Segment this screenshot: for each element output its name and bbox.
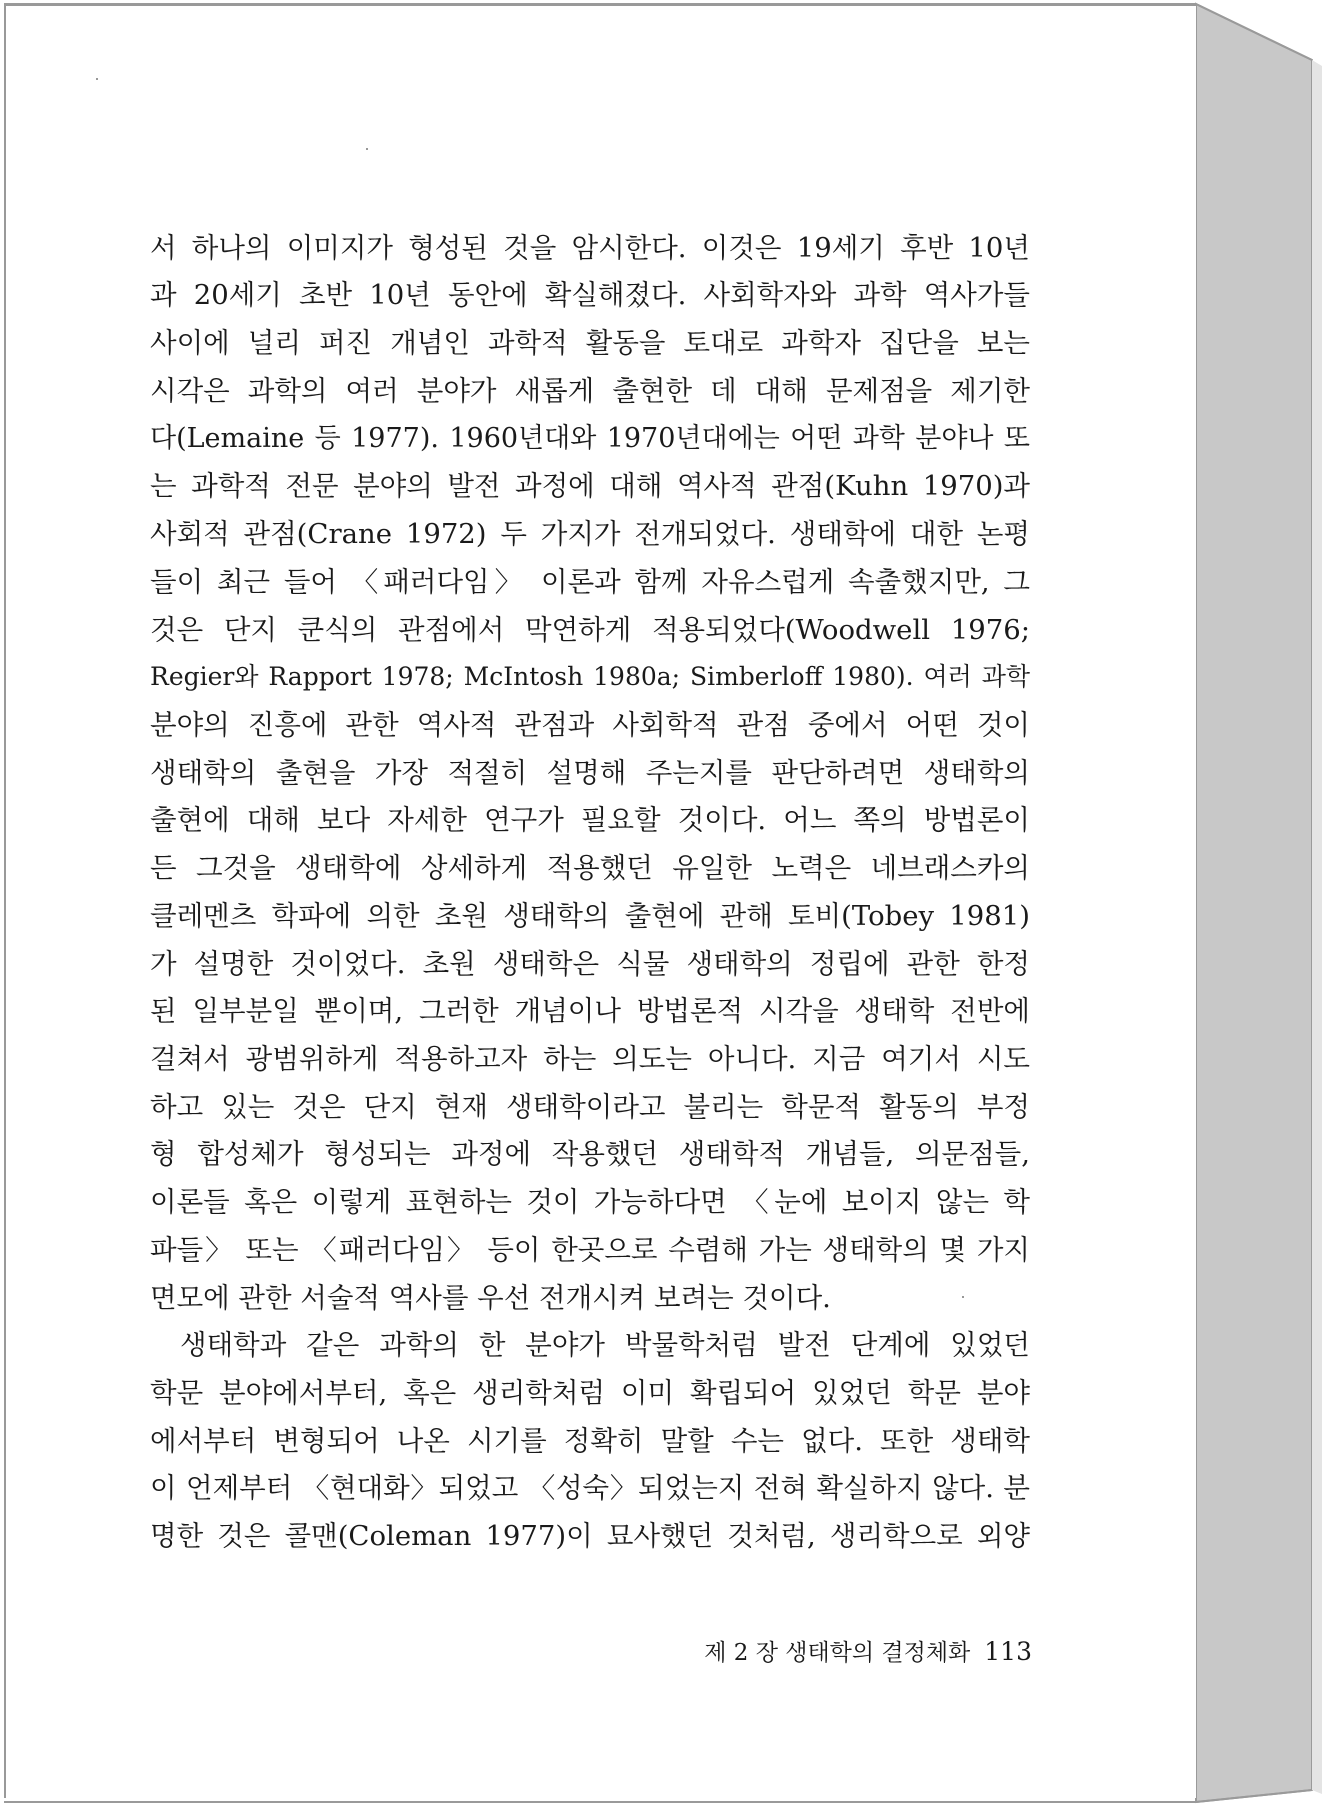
text-line: 서 하나의 이미지가 형성된 것을 암시한다. 이것은 19세기 후반 10년 <box>150 232 1030 264</box>
paper-speck <box>96 78 98 80</box>
text-line: 생태학의 출현을 가장 적절히 설명해 주는지를 판단하려면 생태학의 <box>150 757 1030 789</box>
text-line: 는 과학적 전문 분야의 발전 과정에 대해 역사적 관점(Kuhn 1970)과 <box>150 470 1030 502</box>
text-line: 다(Lemaine 등 1977). 1960년대와 1970년대에는 어떤 과학 분야나 또 <box>150 423 1030 454</box>
text-line: 된 일부분일 뿐이며, 그러한 개념이나 방법론적 시각을 생태학 전반에 <box>150 995 1030 1027</box>
text-line: 형 합성체가 형성되는 과정에 작용했던 생태학적 개념들, 의문점들, <box>150 1138 1030 1170</box>
text-line: 이론들 혹은 이렇게 표현하는 것이 가능하다면 〈눈에 보이지 않는 학 <box>150 1186 1030 1218</box>
text-line: 분야의 진흥에 관한 역사적 관점과 사회학적 관점 중에서 어떤 것이 <box>150 709 1030 741</box>
book-side-edge <box>1196 4 1312 1802</box>
text-line: 파들〉 또는 〈패러다임〉 등이 한곳으로 수렴해 가는 생태학의 몇 가지 <box>150 1234 1030 1266</box>
text-line: 걸쳐서 광범위하게 적용하고자 하는 의도는 아니다. 지금 여기서 시도 <box>150 1043 1030 1075</box>
text-line: 시각은 과학의 여러 분야가 새롭게 출현한 데 대해 문제점을 제기한 <box>150 375 1030 407</box>
text-line: 사회적 관점(Crane 1972) 두 가지가 전개되었다. 생태학에 대한 논평 <box>150 518 1030 550</box>
text-line: 클레멘츠 학파에 의한 초원 생태학의 출현에 관해 토비(Tobey 1981) <box>150 900 1030 932</box>
text-line: 가 설명한 것이었다. 초원 생태학은 식물 생태학의 정립에 관한 한정 <box>150 948 1030 980</box>
text-line: 사이에 널리 퍼진 개념인 과학적 활동을 토대로 과학자 집단을 보는 <box>150 327 1030 359</box>
text-line: 출현에 대해 보다 자세한 연구가 필요할 것이다. 어느 쪽의 방법론이 <box>150 804 1030 836</box>
text-line: 명한 것은 콜맨(Coleman 1977)이 묘사했던 것처럼, 생리학으로 외양 <box>150 1520 1030 1552</box>
text-line: 든 그것을 생태학에 상세하게 적용했던 유일한 노력은 네브래스카의 <box>150 852 1030 884</box>
text-line: 이 언제부터 〈현대화〉되었고 〈성숙〉되었는지 전혀 확실하지 않다. 분 <box>150 1472 1030 1504</box>
text-line: 하고 있는 것은 단지 현재 생태학이라고 불리는 학문적 활동의 부정 <box>150 1091 1030 1123</box>
text-line: 생태학과 같은 과학의 한 분야가 박물학처럼 발전 단계에 있었던 <box>180 1329 1030 1361</box>
text-line: Regier와 Rapport 1978; McIntosh 1980a; Simberloff 1980). 여러 과학 <box>150 662 1030 691</box>
text-line: 학문 분야에서부터, 혹은 생리학처럼 이미 확립되어 있었던 학문 분야 <box>150 1377 1030 1409</box>
page-footer <box>700 1632 1032 1672</box>
paper-speck <box>366 148 368 150</box>
text-line: 것은 단지 쿤식의 관점에서 막연하게 적용되었다(Woodwell 1976; <box>150 614 1030 646</box>
page-number: 113 <box>984 1637 1032 1666</box>
text-line: 들이 최근 들어 〈패러다임〉 이론과 함께 자유스럽게 속출했지만, 그 <box>150 566 1030 598</box>
text-line: 면모에 관한 서술적 역사를 우선 전개시켜 보려는 것이다. <box>150 1282 831 1314</box>
book-shadow <box>1312 60 1322 1794</box>
text-line: 에서부터 변형되어 나온 시기를 정확히 말할 수는 없다. 또한 생태학 <box>150 1425 1030 1457</box>
text-line: 과 20세기 초반 10년 동안에 확실해졌다. 사회학자와 과학 역사가들 <box>150 279 1030 311</box>
running-head-chapter: 제 2 장 생태학의 결정체화 <box>704 1640 971 1666</box>
